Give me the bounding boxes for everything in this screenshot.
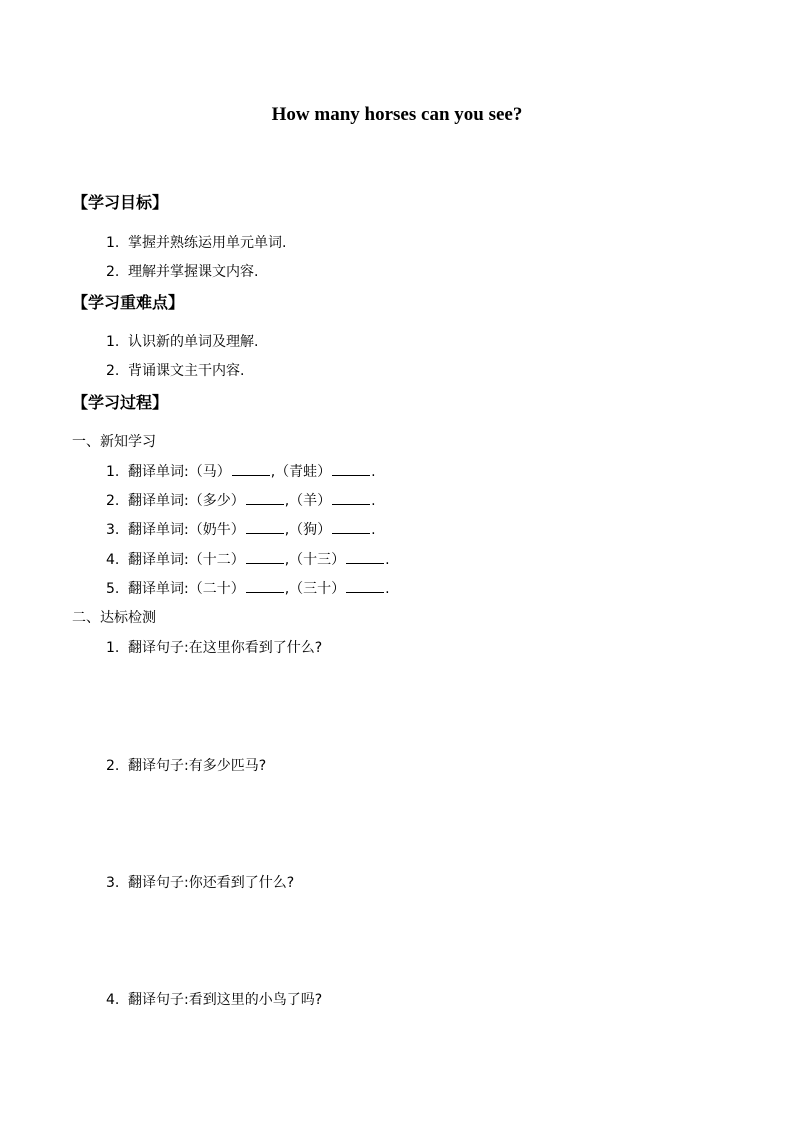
period: .	[385, 581, 390, 597]
vocab-item-2	[106, 490, 376, 510]
answer-blank[interactable]	[246, 492, 284, 505]
item-text: 背诵课文主干内容.	[128, 363, 245, 379]
goal-item-2	[106, 261, 258, 281]
part2-label: 二、达标检测	[72, 610, 156, 626]
process-heading: 【学习过程】	[72, 393, 169, 412]
item-number: 1.	[106, 464, 120, 480]
translate-item-4	[106, 989, 322, 1009]
item-prefix: 翻译单词:	[128, 552, 189, 568]
separator: ,	[284, 581, 290, 597]
item-number: 2.	[106, 363, 120, 379]
item-number: 4.	[106, 552, 120, 568]
item-number: 5.	[106, 581, 120, 597]
item-number: 2.	[106, 493, 120, 509]
word-hint: （二十）	[188, 581, 245, 597]
vocab-item-3	[106, 519, 376, 539]
translate-item-1	[106, 637, 322, 657]
item-number: 1.	[106, 640, 120, 656]
answer-blank[interactable]	[246, 580, 284, 593]
translate-item-2	[106, 755, 266, 775]
word-hint: （马）	[188, 464, 231, 480]
part1-label: 一、新知学习	[72, 434, 156, 450]
period: .	[385, 552, 390, 568]
period: .	[371, 464, 376, 480]
item-prefix: 翻译单词:	[128, 522, 189, 538]
vocab-item-5	[106, 578, 390, 598]
item-text: 翻译句子:有多少匹马?	[128, 758, 267, 774]
page-title: How many horses can you see?	[271, 104, 523, 125]
item-number: 3.	[106, 522, 120, 538]
answer-blank[interactable]	[332, 521, 370, 534]
item-number: 1.	[106, 235, 120, 251]
separator: ,	[270, 464, 276, 480]
item-text: 认识新的单词及理解.	[128, 334, 259, 350]
item-text: 翻译句子:看到这里的小鸟了吗?	[128, 992, 323, 1008]
period: .	[371, 522, 376, 538]
keypoint-item-2	[106, 360, 244, 380]
word-hint: （十三）	[289, 552, 346, 568]
word-hint: （奶牛）	[188, 522, 245, 538]
keypoints-heading: 【学习重难点】	[72, 293, 185, 312]
separator: ,	[284, 552, 290, 568]
word-hint: （狗）	[289, 522, 332, 538]
goals-heading: 【学习目标】	[72, 193, 169, 212]
answer-blank[interactable]	[346, 580, 384, 593]
vocab-item-4	[106, 549, 390, 569]
item-text: 翻译句子:你还看到了什么?	[128, 875, 295, 891]
translate-item-3	[106, 872, 294, 892]
item-number: 2.	[106, 264, 120, 280]
word-hint: （三十）	[289, 581, 346, 597]
item-number: 2.	[106, 758, 120, 774]
item-number: 4.	[106, 992, 120, 1008]
item-number: 3.	[106, 875, 120, 891]
word-hint: （十二）	[188, 552, 245, 568]
item-text: 理解并掌握课文内容.	[128, 264, 259, 280]
item-prefix: 翻译单词:	[128, 493, 189, 509]
answer-blank[interactable]	[246, 551, 284, 564]
item-text: 翻译句子:在这里你看到了什么?	[128, 640, 323, 656]
word-hint: （青蛙）	[275, 464, 332, 480]
answer-blank[interactable]	[332, 463, 370, 476]
separator: ,	[284, 522, 290, 538]
item-prefix: 翻译单词:	[128, 464, 189, 480]
answer-blank[interactable]	[332, 492, 370, 505]
vocab-item-1	[106, 461, 376, 481]
item-number: 1.	[106, 334, 120, 350]
answer-blank[interactable]	[246, 521, 284, 534]
answer-blank[interactable]	[232, 463, 270, 476]
answer-blank[interactable]	[346, 551, 384, 564]
separator: ,	[284, 493, 290, 509]
period: .	[371, 493, 376, 509]
item-text: 掌握并熟练运用单元单词.	[128, 235, 287, 251]
keypoint-item-1	[106, 331, 258, 351]
word-hint: （多少）	[188, 493, 245, 509]
item-prefix: 翻译单词:	[128, 581, 189, 597]
word-hint: （羊）	[289, 493, 332, 509]
goal-item-1	[106, 232, 286, 252]
